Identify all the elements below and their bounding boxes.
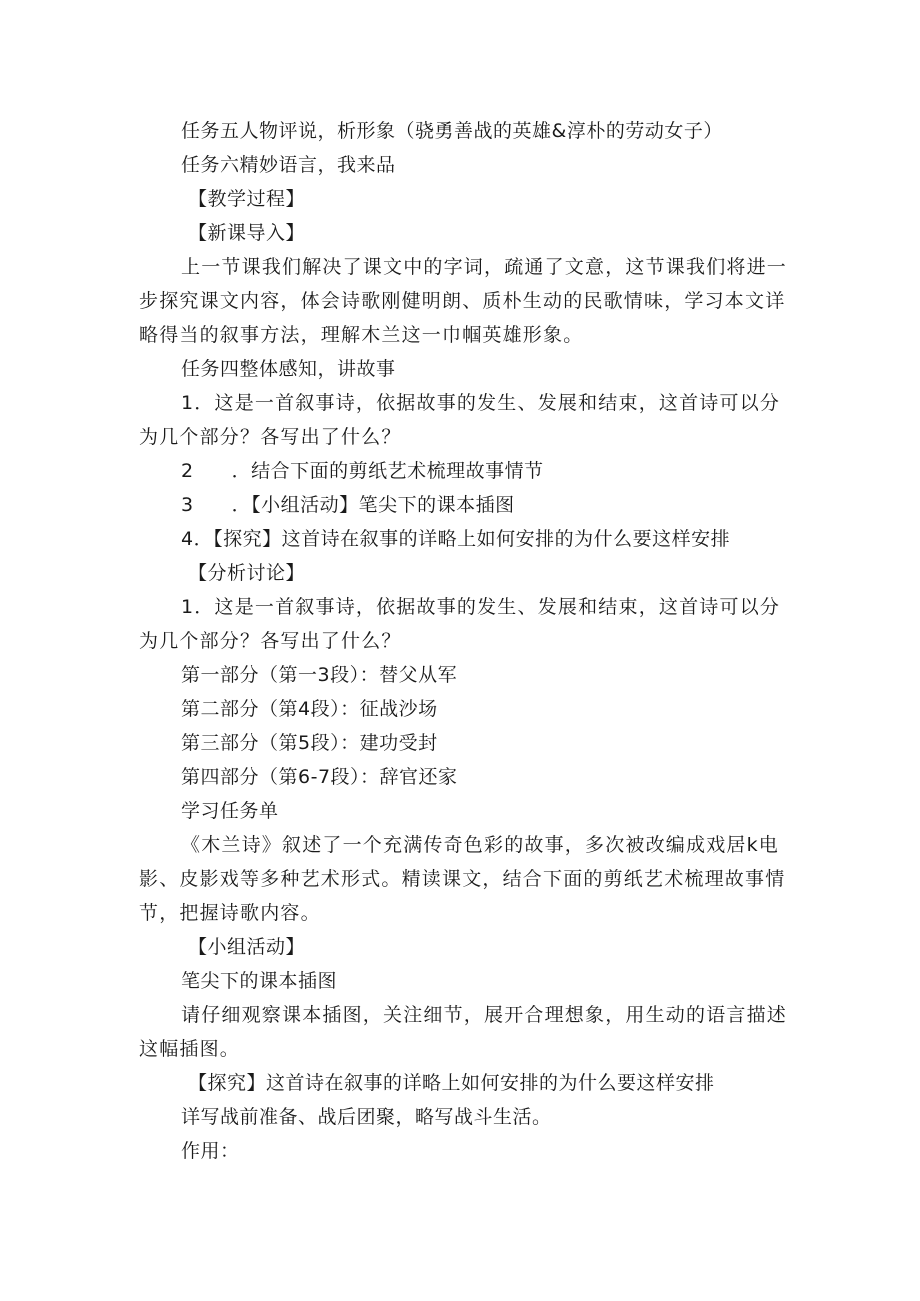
task-sheet-paragraph-line-2: 影、皮影戏等多种艺术形式。精读课文，结合下面的剪纸艺术梳理故事情 <box>139 868 786 890</box>
question-1-line-2: 为几个部分？各写出了什么？ <box>139 426 402 448</box>
teaching-process-heading: 【教学过程】 <box>188 188 306 210</box>
question-3-text: ．【小组活动】笔尖下的课本插图 <box>231 494 515 516</box>
part-one-line: 第一部分（第一3段）：替父从军 <box>181 664 458 686</box>
new-lesson-heading: 【新课导入】 <box>188 222 306 244</box>
effect-label-line: 作用： <box>181 1140 240 1162</box>
task-sheet-heading: 学习任务单 <box>181 800 279 822</box>
intro-paragraph-line-3: 略得当的叙事方法，理解木兰这一巾帼英雄形象。 <box>139 324 584 346</box>
analysis-heading: 【分析讨论】 <box>188 562 306 584</box>
part-two-line: 第二部分（第4段）：征战沙场 <box>181 698 438 720</box>
task-four-line: 任务四整体感知，讲故事 <box>181 358 396 380</box>
question-3-line <box>181 493 515 517</box>
intro-paragraph-line-2: 步探究课文内容，体会诗歌刚健明朗、质朴生动的民歌情味，学习本文详 <box>139 290 786 312</box>
answer-1-line-2: 为几个部分？各写出了什么？ <box>139 630 402 652</box>
part-three-line: 第三部分（第5段）：建功受封 <box>181 732 438 754</box>
group-activity-heading: 【小组活动】 <box>188 936 306 958</box>
illustration-instruction-line-1: 请仔细观察课本插图，关注细节，展开合理想象，用生动的语言描述 <box>181 1004 788 1026</box>
illustration-instruction-line-2: 这幅插图。 <box>139 1038 241 1060</box>
inquiry-line: 【探究】这首诗在叙事的详略上如何安排的为什么要这样安排 <box>188 1072 715 1094</box>
intro-paragraph-line-1: 上一节课我们解决了课文中的字词，疏通了文意，这节课我们将进一 <box>181 256 788 278</box>
question-2-line <box>181 459 544 483</box>
question-2-number: 2 <box>181 460 194 482</box>
answer-1-line-1: 1．这是一首叙事诗，依据故事的发生、发展和结束，这首诗可以分 <box>181 596 781 618</box>
task-sheet-paragraph-line-1: 《木兰诗》叙述了一个充满传奇色彩的故事，多次被改编成戏居k电 <box>181 834 780 856</box>
illustration-title-line: 笔尖下的课本插图 <box>181 970 338 992</box>
task-sheet-paragraph-line-3: 节，把握诗歌内容。 <box>139 902 321 924</box>
question-3-number: 3 <box>181 494 194 516</box>
task-six-line: 任务六精妙语言，我来品 <box>181 154 396 176</box>
detail-answer-line: 详写战前准备、战后团聚，略写战斗生活。 <box>181 1106 552 1128</box>
task-five-line: 任务五人物评说，析形象（骁勇善战的英雄&淳朴的劳动女子） <box>181 120 723 142</box>
question-1-line-1: 1．这是一首叙事诗，依据故事的发生、发展和结束，这首诗可以分 <box>181 392 781 414</box>
question-4-line: 4．【探究】这首诗在叙事的详略上如何安排的为什么要这样安排 <box>181 528 731 550</box>
question-2-text: ．结合下面的剪纸艺术梳理故事情节 <box>231 460 544 482</box>
part-four-line: 第四部分（第6-7段）：辞官还家 <box>181 766 458 788</box>
